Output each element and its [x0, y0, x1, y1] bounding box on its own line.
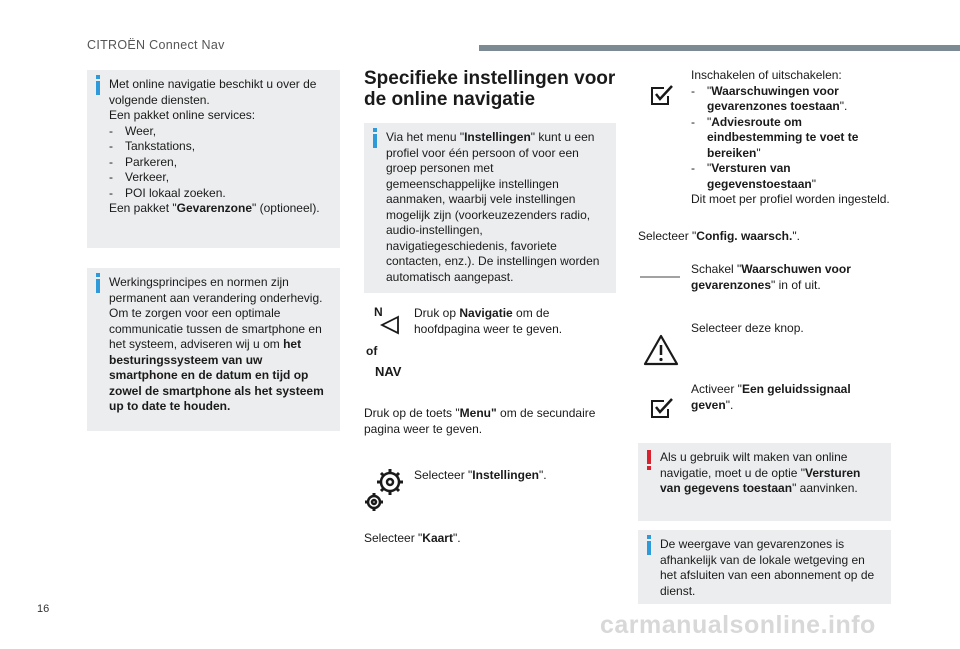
warning-box-send-data [638, 443, 891, 521]
gears-icon [364, 464, 408, 514]
service-item: - Parkeren, [109, 155, 328, 171]
info-icon [96, 81, 100, 95]
warning-exclamation-icon [647, 450, 651, 464]
line-icon [640, 269, 680, 275]
step-select-button: Selecteer deze knop. [691, 321, 804, 335]
info-icon [373, 134, 377, 148]
service-item: - Tankstations, [109, 139, 328, 155]
profile-note: Dit moet per profiel worden ingesteld. [691, 192, 890, 206]
step-press-menu: Druk op de toets "Menu" om de secundaire pagina weer te geven. [364, 406, 596, 436]
navigation-icon-letter: N [374, 305, 383, 319]
page-number: 16 [37, 603, 50, 615]
step-press-navigation: Druk op Navigatie om de hoofdpagina weer te geven. [414, 306, 563, 336]
info-box-update-advice [87, 268, 340, 431]
step-switch-warning: Schakel "Waarschuwen voor gevarenzones" in of uit. [691, 262, 851, 292]
step-activate-sound: Activeer "Een geluidssignaal geven". [691, 382, 851, 412]
step-select-config-warnings: Selecteer "Config. waarsch.". [638, 229, 800, 243]
step-select-map: Selecteer "Kaart". [364, 531, 461, 545]
checkbox-icon [650, 84, 674, 106]
navigation-icon [374, 305, 408, 339]
update-advice-text: Werkingsprincipes en normen zijn permanent aan verandering onderhevig. Om te zorgen voor een optimale communicatie tussen de smartphone en het systeem, adviseren wij u om het besturingssysteem van uw smartphone en de datum en tijd op zowel de smartphone als het systeem up to date te houden. [109, 275, 324, 413]
legislation-note: De weergave van gevarenzones is afhankelijk van de lokale wetgeving en het afsluiten van een abonnement op de dienst. [660, 537, 875, 598]
of-label: of [366, 344, 378, 358]
section-heading: Specifieke instellingen voor de online navigatie [364, 68, 616, 110]
nav-button-label: NAV [375, 364, 402, 379]
danger-zone-pack: Een pakket "Gevarenzone" (optioneel). [109, 201, 320, 215]
checkbox-icon [650, 397, 674, 419]
info-icon [96, 279, 100, 293]
warning-triangle-icon [643, 334, 679, 366]
option-item: - "Versturen van gegevenstoestaan" [691, 161, 891, 192]
online-services-pack-line: Een pakket online services: [109, 108, 256, 122]
service-item: - POI lokaal zoeken. [109, 186, 328, 202]
option-item: - "Waarschuwingen voor gevarenzones toestaan". [691, 84, 891, 115]
info-box-online-services [87, 70, 340, 248]
service-item: - Verkeer, [109, 170, 328, 186]
info-box-legislation [638, 530, 891, 604]
watermark: carmanualsonline.info [600, 611, 876, 639]
settings-profile-text: Via het menu "Instellingen" kunt u een profiel voor één persoon of voor een groep personen met gemeenschappelijke instellingen aanmaken, waarbij vele instellingen mogelijk zijn (voorkeuzezenders radio, audio-instellingen, navigatiegeschiedenis, favoriete contacten, enz.). De instellingen worden automatisch aangepast. [386, 130, 600, 284]
toggle-intro: Inschakelen of uitschakelen: [691, 68, 842, 82]
page-header-title: CITROËN Connect Nav [87, 38, 225, 52]
toggle-options [691, 68, 891, 208]
header-bar [479, 45, 960, 51]
info-icon [647, 541, 651, 555]
info-box-settings-profile [364, 123, 616, 293]
online-services-intro: Met online navigatie beschikt u over de volgende diensten. [109, 77, 317, 107]
option-item: - "Adviesroute om eindbestemming te voet te bereiken" [691, 115, 891, 162]
service-item: - Weer, [109, 124, 328, 140]
step-select-settings: Selecteer "Instellingen". [414, 468, 547, 482]
send-data-warning: Als u gebruik wilt maken van online navigatie, moet u de optie "Versturen van gegevens toestaan" aanvinken. [660, 450, 861, 495]
